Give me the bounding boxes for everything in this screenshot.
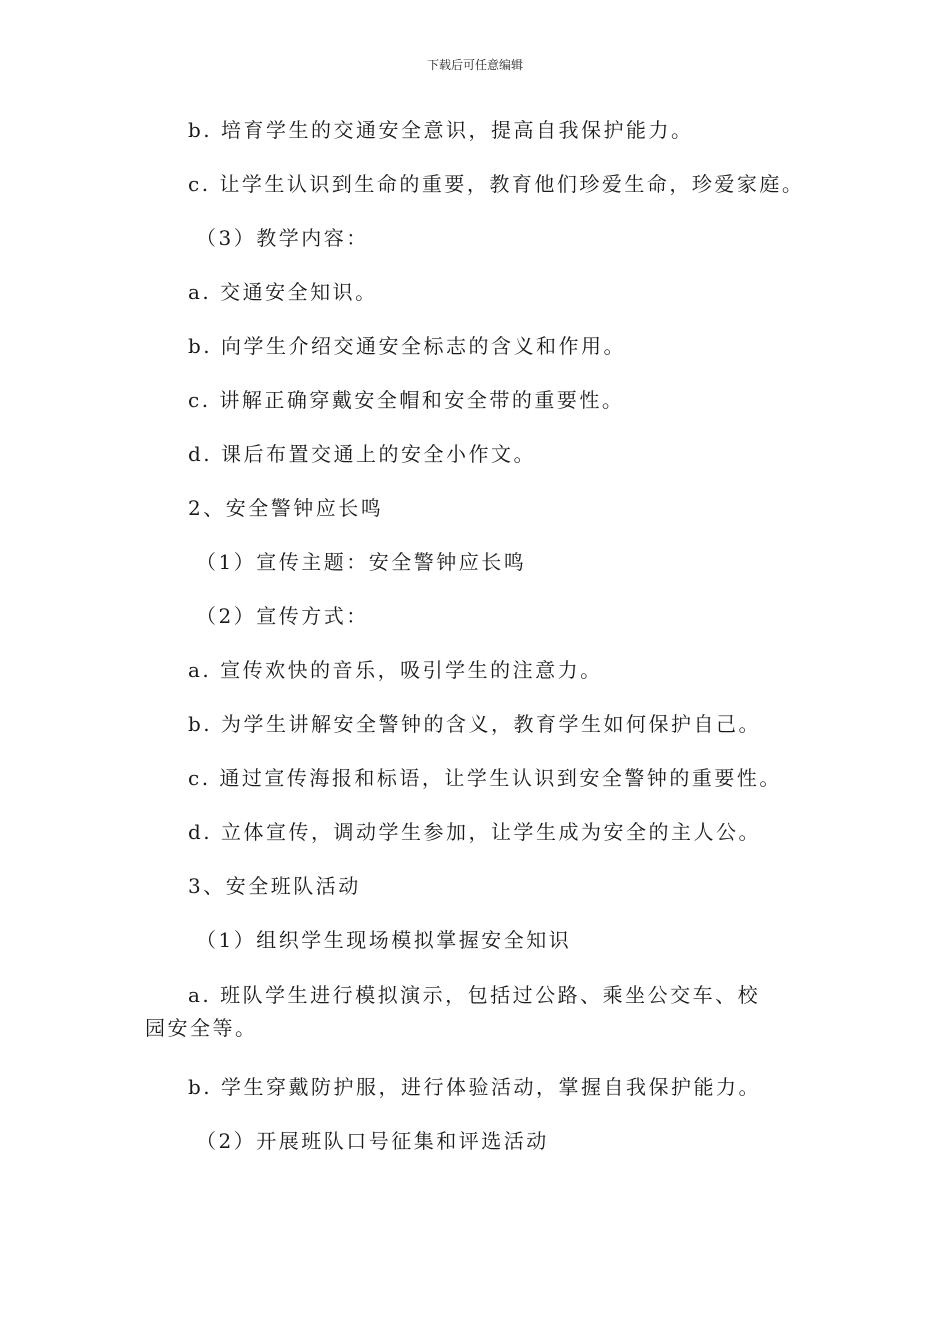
heading-section-3: 3、安全班队活动 — [188, 874, 361, 898]
paragraph-simulation-b: b. 学生穿戴防护服，进行体验活动，掌握自我保护能力。 — [188, 1075, 762, 1099]
heading-slogan-activity: （2）开展班队口号征集和评选活动 — [196, 1129, 549, 1153]
paragraph-method-b: b. 为学生讲解安全警钟的含义，教育学生如何保护自己。 — [188, 712, 762, 736]
paragraph-content-c: c. 讲解正确穿戴安全帽和安全带的重要性。 — [188, 388, 625, 412]
paragraph-content-a: a. 交通安全知识。 — [188, 280, 378, 304]
heading-teaching-content: （3）教学内容： — [196, 226, 369, 250]
paragraph-method-a: a. 宣传欢快的音乐，吸引学生的注意力。 — [188, 658, 603, 682]
heading-promo-theme: （1）宣传主题：安全警钟应长鸣 — [196, 550, 527, 574]
paragraph-content-b: b. 向学生介绍交通安全标志的含义和作用。 — [188, 334, 627, 358]
heading-simulation: （1）组织学生现场模拟掌握安全知识 — [196, 928, 572, 952]
paragraph-simulation-a: a. 班队学生进行模拟演示，包括过公路、乘坐公交车、校园安全等。 — [145, 983, 761, 1040]
paragraph-goal-c: c. 让学生认识到生命的重要，教育他们珍爱生命，珍爱家庭。 — [188, 172, 805, 196]
paragraph-goal-b: b. 培育学生的交通安全意识，提高自我保护能力。 — [188, 118, 694, 142]
page-header: 下载后可任意编辑 — [426, 58, 523, 72]
paragraph-content-d: d. 课后布置交通上的安全小作文。 — [188, 442, 537, 466]
paragraph-method-d: d. 立体宣传，调动学生参加，让学生成为安全的主人公。 — [188, 820, 762, 844]
heading-promo-method: （2）宣传方式： — [196, 604, 369, 628]
heading-section-2: 2、安全警钟应长鸣 — [188, 496, 384, 520]
paragraph-method-c: c. 通过宣传海报和标语，让学生认识到安全警钟的重要性。 — [188, 766, 782, 790]
